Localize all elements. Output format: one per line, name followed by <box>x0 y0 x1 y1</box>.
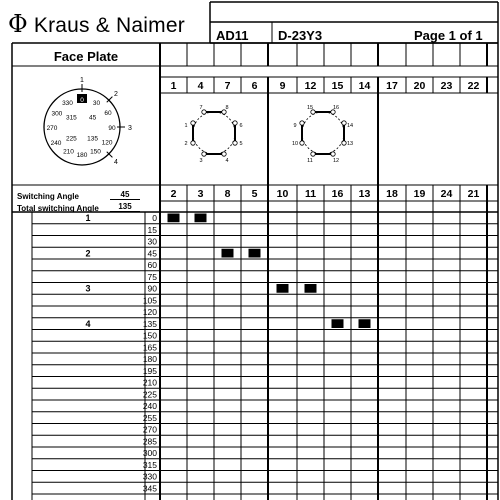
switching-angle-label: Switching Angle <box>17 192 79 201</box>
terminal-dot <box>311 152 315 156</box>
closed-contact-mark <box>332 319 344 328</box>
contact-bar <box>234 125 236 141</box>
terminal-dot <box>300 141 304 145</box>
angle-label: 105 <box>142 295 157 306</box>
terminal-dot <box>233 121 237 125</box>
terminal-number-top: 4 <box>197 80 204 92</box>
dial-position-number: 2 <box>113 91 118 99</box>
terminal-number-top: 12 <box>304 80 317 92</box>
terminal-number-top: 6 <box>251 80 258 92</box>
angle-label: 315 <box>142 459 157 470</box>
terminal-dot <box>342 121 346 125</box>
terminal-dot <box>202 152 206 156</box>
contact-label: 1 <box>184 123 188 129</box>
angle-label: 150 <box>142 330 157 341</box>
dial-position-number: 4 <box>113 158 118 166</box>
contact-label: 6 <box>239 123 243 129</box>
terminal-dot <box>331 152 335 156</box>
angle-label: 60 <box>147 260 157 270</box>
terminal-number-top: 1 <box>170 80 177 92</box>
angle-label: 135 <box>142 318 157 329</box>
total-switching-angle-value: 135 <box>110 202 140 212</box>
angle-label: 210 <box>142 377 157 388</box>
dial-label: 225 <box>65 135 77 143</box>
dial-label: 120 <box>101 139 113 147</box>
contact-label: 15 <box>306 105 314 111</box>
contact-bar <box>315 111 331 113</box>
contact-label: 5 <box>239 141 243 147</box>
dial-label: 90 <box>108 125 116 132</box>
terminal-number-bottom: 5 <box>251 188 258 200</box>
brand-name: Kraus & Naimer <box>33 14 185 37</box>
dial-label: 330 <box>62 99 73 107</box>
terminal-number-bottom: 16 <box>331 188 344 200</box>
closed-contact-mark <box>195 214 207 223</box>
terminal-number-top: 20 <box>413 80 426 92</box>
angle-label: 15 <box>147 224 157 235</box>
terminal-number-top: 17 <box>386 80 398 92</box>
angle-label: 240 <box>142 401 157 411</box>
dial-label: 135 <box>87 135 99 143</box>
contact-label: 9 <box>293 123 297 129</box>
position-label: 4 <box>85 318 91 329</box>
terminal-number-top: 15 <box>331 80 344 92</box>
page-indicator: Page 1 of 1 <box>414 28 483 43</box>
terminal-dot <box>191 141 195 145</box>
terminal-number-bottom: 10 <box>276 188 289 200</box>
closed-contact-mark <box>305 284 317 293</box>
contact-label: 12 <box>332 158 340 164</box>
terminal-number-bottom: 2 <box>170 188 177 200</box>
dial-label: 180 <box>76 152 88 159</box>
terminal-number-top: 14 <box>358 80 371 92</box>
angle-label: 30 <box>147 236 157 247</box>
terminal-dot <box>191 121 195 125</box>
angle-label: 270 <box>142 424 157 435</box>
contact-label: 7 <box>199 105 203 111</box>
terminal-number-bottom: 3 <box>197 188 204 200</box>
dial-label: 45 <box>88 114 97 122</box>
dial-label: 150 <box>90 148 101 156</box>
terminal-number-top: 7 <box>224 80 231 92</box>
dial-label: 270 <box>46 125 58 132</box>
contact-ring <box>193 112 235 154</box>
dial-label: 0 <box>80 97 84 104</box>
terminal-number-top: 22 <box>467 80 480 92</box>
terminal-number-top: 9 <box>279 80 286 92</box>
contact-bar <box>343 125 345 141</box>
angle-label: 120 <box>142 307 157 317</box>
closed-contact-mark <box>222 249 234 258</box>
contact-label: 16 <box>332 105 340 111</box>
dial-position-number: 1 <box>80 77 84 84</box>
drawing-number: D-23Y3 <box>278 28 323 43</box>
terminal-dot <box>342 141 346 145</box>
angle-label: 195 <box>142 365 157 376</box>
angle-label: 300 <box>142 448 157 458</box>
closed-contact-mark <box>277 284 289 293</box>
terminal-number-bottom: 21 <box>467 188 480 200</box>
terminal-number-bottom: 18 <box>386 188 398 200</box>
phi-logo-icon: Φ <box>8 10 28 38</box>
contact-label: 4 <box>225 158 229 164</box>
contact-label: 3 <box>199 158 203 164</box>
closed-contact-mark <box>359 319 371 328</box>
terminal-number-bottom: 19 <box>413 188 426 200</box>
terminal-dot <box>300 121 304 125</box>
dial-label: 300 <box>51 110 63 118</box>
contact-bar <box>206 153 222 155</box>
terminal-dot <box>222 152 226 156</box>
terminal-dot <box>233 141 237 145</box>
angle-label: 165 <box>142 342 157 353</box>
contact-bar <box>192 125 194 141</box>
total-switching-angle-label: Total switching Angle <box>17 204 99 213</box>
contact-bar <box>206 111 222 113</box>
position-label: 3 <box>85 283 91 294</box>
terminal-number-top: 23 <box>440 80 453 92</box>
closed-contact-mark <box>168 214 180 223</box>
angle-label: 225 <box>142 389 157 400</box>
dial-label: 240 <box>50 140 62 147</box>
face-plate-title: Face Plate <box>53 49 119 64</box>
contact-label: 2 <box>184 141 188 147</box>
contact-label: 13 <box>346 141 354 147</box>
closed-contact-mark <box>249 249 261 258</box>
angle-label: 90 <box>147 283 157 294</box>
dial-label: 315 <box>65 114 77 122</box>
contact-label: 14 <box>346 123 354 129</box>
dial-label: 30 <box>92 99 101 107</box>
dial-position-number: 3 <box>128 125 132 132</box>
position-label: 2 <box>85 248 91 259</box>
contact-ring <box>302 112 344 154</box>
terminal-number-bottom: 24 <box>440 188 453 200</box>
angle-label: 255 <box>142 412 157 423</box>
angle-label: 0 <box>152 213 157 223</box>
position-label: 1 <box>85 213 91 223</box>
angle-label: 345 <box>142 483 157 494</box>
switching-angle-value: 45 <box>110 190 140 200</box>
terminal-number-bottom: 11 <box>304 188 317 200</box>
angle-label: 45 <box>147 248 157 259</box>
angle-label: 75 <box>147 271 157 282</box>
dial-label: 60 <box>104 110 112 117</box>
dial-label: 210 <box>63 148 74 156</box>
contact-bar <box>315 153 331 155</box>
angle-label: 285 <box>142 436 157 447</box>
contact-label: 8 <box>225 105 229 111</box>
angle-label: 330 <box>142 471 157 482</box>
contact-bar <box>301 125 303 141</box>
angle-label: 180 <box>142 354 157 364</box>
product-code: AD11 <box>216 28 249 43</box>
terminal-number-bottom: 13 <box>358 188 371 200</box>
terminal-number-bottom: 8 <box>224 188 231 200</box>
contact-label: 10 <box>291 141 299 147</box>
contact-label: 11 <box>307 158 313 164</box>
